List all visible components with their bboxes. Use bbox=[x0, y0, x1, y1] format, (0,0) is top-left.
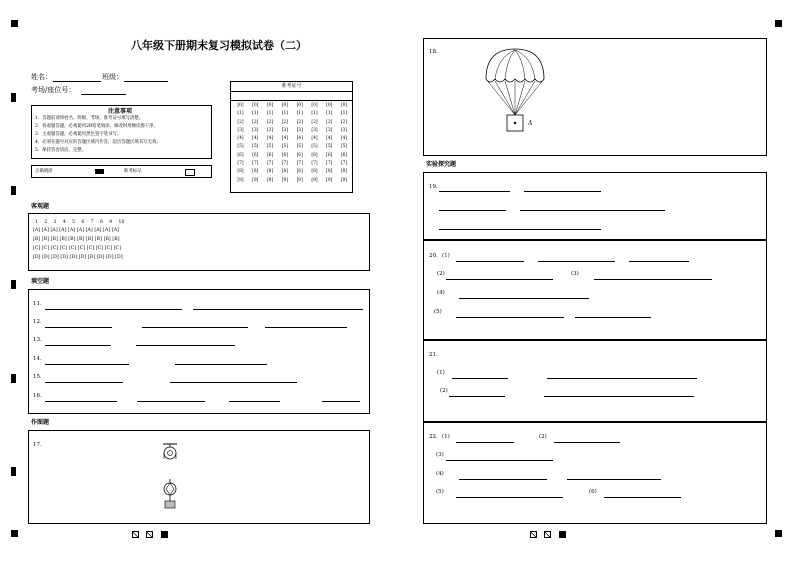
answer-line[interactable] bbox=[456, 317, 564, 318]
exam-id-bubble[interactable]: [3] bbox=[281, 127, 288, 133]
exam-id-bubble[interactable]: [4] bbox=[296, 136, 303, 142]
answer-line[interactable] bbox=[439, 229, 601, 230]
answer-line[interactable] bbox=[45, 364, 129, 365]
question-number: 19. bbox=[429, 184, 438, 190]
exam-id-bubble[interactable]: [4] bbox=[340, 136, 348, 142]
exam-id-bubble[interactable]: [5] bbox=[326, 144, 333, 150]
parachute-diagram bbox=[482, 47, 548, 135]
exam-id-column bbox=[235, 102, 246, 185]
name-label: 姓名： bbox=[31, 73, 52, 81]
exam-id-bubble[interactable]: [6] bbox=[281, 152, 288, 158]
timing-mark bbox=[11, 93, 16, 102]
answer-line[interactable] bbox=[520, 210, 665, 211]
answer-line[interactable] bbox=[439, 191, 510, 192]
answer-line[interactable] bbox=[170, 382, 297, 383]
exam-id-bubble[interactable]: [8] bbox=[266, 169, 274, 175]
answer-line[interactable] bbox=[229, 401, 280, 402]
page-mark-hatched bbox=[132, 531, 139, 538]
timing-mark bbox=[11, 186, 16, 195]
exam-id-bubble[interactable]: [9] bbox=[266, 177, 274, 183]
notice-item: 4．必须在题号对应的答题区域内作答，超出答题区域书写无效。 bbox=[35, 140, 161, 145]
class-label: 班级： bbox=[102, 73, 123, 81]
exam-id-bubble[interactable]: [9] bbox=[252, 177, 259, 183]
sub-question-number: (2) bbox=[539, 434, 547, 440]
page-mark-hatched bbox=[544, 531, 551, 538]
exam-id-bubble[interactable]: [5] bbox=[252, 144, 259, 150]
exam-id-bubble[interactable]: [7] bbox=[266, 161, 274, 167]
q19-answer-box bbox=[423, 172, 767, 240]
objective-answer-box bbox=[28, 213, 370, 271]
exam-id-bubble[interactable]: [8] bbox=[281, 169, 288, 175]
exam-id-bubble[interactable]: [0] bbox=[340, 103, 348, 108]
question-number: 12. bbox=[33, 319, 42, 325]
exam-id-bubble[interactable]: [2] bbox=[326, 119, 333, 125]
exam-id-column bbox=[279, 102, 290, 185]
sub-question-number: (1) bbox=[437, 370, 445, 376]
exam-id-bubble[interactable]: [2] bbox=[311, 119, 318, 125]
exam-id-bubble[interactable]: [0] bbox=[311, 103, 318, 108]
question-number: 20. bbox=[429, 253, 438, 259]
exam-id-bubble[interactable]: [2] bbox=[281, 119, 288, 125]
alignment-mark bbox=[775, 20, 782, 27]
exam-id-bubble[interactable]: [3] bbox=[340, 127, 348, 133]
objective-question-numbers: 1 2 3 4 5 6 7 8 9 10 bbox=[35, 220, 125, 225]
timing-mark bbox=[11, 467, 16, 476]
q20-answer-box bbox=[423, 240, 767, 340]
notice-box bbox=[31, 105, 212, 159]
exam-id-bubble[interactable]: [3] bbox=[326, 127, 333, 133]
q18-answer-box bbox=[423, 38, 767, 156]
point-a-label: A bbox=[528, 120, 533, 127]
answer-line[interactable] bbox=[193, 309, 363, 310]
exam-id-bubble[interactable]: [2] bbox=[252, 119, 259, 125]
exam-id-bubble[interactable]: [4] bbox=[281, 136, 288, 142]
correct-fill-label: 正确填涂 bbox=[35, 169, 53, 174]
exam-id-input-row[interactable] bbox=[231, 91, 352, 101]
exam-id-bubble[interactable]: [7] bbox=[326, 161, 333, 167]
sub-question-number: (6) bbox=[589, 489, 597, 495]
exam-id-bubble[interactable]: [4] bbox=[266, 136, 274, 142]
sub-question-number: (5) bbox=[436, 489, 444, 495]
exam-id-bubble[interactable]: [2] bbox=[296, 119, 303, 125]
exam-id-bubble[interactable]: [1] bbox=[296, 111, 303, 117]
exam-id-bubble[interactable]: [7] bbox=[252, 161, 259, 167]
exam-id-column bbox=[294, 102, 305, 185]
exam-id-bubble[interactable]: [2] bbox=[266, 119, 274, 125]
exam-id-bubble[interactable]: [9] bbox=[281, 177, 288, 183]
sub-question-number: (2) bbox=[440, 388, 448, 394]
exam-id-bubble[interactable]: [6] bbox=[296, 152, 303, 158]
exam-id-bubble[interactable]: [0] bbox=[281, 103, 288, 108]
exam-id-bubble[interactable]: [1] bbox=[311, 111, 318, 117]
notice-item: 3．主观题答题，必须使用黑色签字笔书写。 bbox=[35, 132, 122, 137]
exam-id-bubble[interactable]: [5] bbox=[281, 144, 288, 150]
page-mark-hatched bbox=[530, 531, 537, 538]
question-number: 14. bbox=[33, 356, 42, 362]
exam-id-bubble[interactable]: [3] bbox=[237, 127, 244, 133]
exam-id-bubble[interactable]: [1] bbox=[281, 111, 288, 117]
exam-id-bubble[interactable]: [9] bbox=[296, 177, 303, 183]
page-mark-solid bbox=[161, 531, 168, 538]
seat-field[interactable] bbox=[81, 94, 126, 95]
exam-id-bubble[interactable]: [9] bbox=[237, 177, 244, 183]
answer-line[interactable] bbox=[567, 479, 661, 480]
exam-id-bubble[interactable]: [0] bbox=[296, 103, 303, 108]
drawing-answer-box bbox=[28, 430, 370, 524]
exam-id-bubble[interactable]: [5] bbox=[266, 144, 274, 150]
answer-line[interactable] bbox=[554, 442, 620, 443]
answer-line[interactable] bbox=[456, 442, 514, 443]
exam-id-bubble[interactable]: [4] bbox=[237, 136, 244, 142]
answer-line[interactable] bbox=[175, 364, 267, 365]
notice-item: 1．答题前请将姓名、班级、考场、准考证号填写清楚。 bbox=[35, 116, 144, 121]
exam-id-bubble[interactable]: [3] bbox=[266, 127, 274, 133]
answer-line[interactable] bbox=[604, 497, 681, 498]
page-mark-hatched bbox=[146, 531, 153, 538]
sub-question-number: (2) bbox=[437, 271, 445, 277]
name-field[interactable] bbox=[53, 81, 101, 82]
timing-mark bbox=[11, 280, 16, 289]
exam-id-bubble[interactable]: [5] bbox=[296, 144, 303, 150]
answer-line[interactable] bbox=[594, 279, 712, 280]
exam-id-bubble[interactable]: [9] bbox=[340, 177, 348, 183]
exam-id-bubble[interactable]: [1] bbox=[237, 111, 244, 117]
exam-id-bubble[interactable]: [6] bbox=[237, 152, 244, 158]
exam-id-bubble[interactable]: [2] bbox=[237, 119, 244, 125]
exam-id-bubble[interactable]: [7] bbox=[296, 161, 303, 167]
correct-fill-sample bbox=[95, 169, 104, 174]
answer-line[interactable] bbox=[142, 327, 248, 328]
sub-question-number: (3) bbox=[571, 271, 579, 277]
answer-line[interactable] bbox=[456, 261, 524, 262]
sub-question-number: (1) bbox=[442, 434, 450, 440]
question-number: 13. bbox=[33, 337, 42, 343]
exam-id-bubble[interactable]: [1] bbox=[326, 111, 333, 117]
q21-answer-box bbox=[423, 340, 767, 422]
exam-id-grid bbox=[230, 81, 353, 193]
exam-id-bubble[interactable]: [8] bbox=[296, 169, 303, 175]
exam-id-bubble[interactable]: [5] bbox=[237, 144, 244, 150]
question-number: 22. bbox=[429, 434, 438, 440]
ceiling-pulley-diagram bbox=[159, 441, 181, 523]
exam-id-bubble[interactable]: [9] bbox=[326, 177, 333, 183]
exam-id-column bbox=[324, 102, 335, 185]
exam-id-bubble[interactable]: [2] bbox=[340, 119, 348, 125]
exam-id-column bbox=[265, 102, 276, 185]
question-number: 11. bbox=[33, 301, 42, 307]
class-field[interactable] bbox=[124, 81, 168, 82]
answer-line[interactable] bbox=[137, 401, 205, 402]
objective-options-b[interactable]: [B] [B] [B] [B] [B] [B] [B] [B] [B] [B] bbox=[33, 237, 120, 242]
answer-line[interactable] bbox=[45, 327, 112, 328]
exam-id-bubble[interactable]: [4] bbox=[252, 136, 259, 142]
exam-id-header: 准考证号 bbox=[231, 82, 352, 92]
sub-question-number: (1) bbox=[442, 253, 450, 259]
objective-section-label: 客观题 bbox=[31, 203, 50, 210]
exam-id-column bbox=[250, 102, 261, 185]
absent-mark-checkbox[interactable] bbox=[185, 169, 195, 176]
notice-title: 注意事项 bbox=[108, 108, 133, 115]
exam-id-bubbles bbox=[231, 102, 352, 192]
exam-id-bubble[interactable]: [6] bbox=[252, 152, 259, 158]
exam-id-bubble[interactable]: [8] bbox=[311, 169, 318, 175]
exam-id-bubble[interactable]: [7] bbox=[281, 161, 288, 167]
answer-line[interactable] bbox=[538, 261, 615, 262]
sub-question-number: (3) bbox=[436, 452, 444, 458]
exam-id-bubble[interactable]: [3] bbox=[296, 127, 303, 133]
answer-line[interactable] bbox=[45, 401, 117, 402]
answer-line[interactable] bbox=[456, 497, 563, 498]
exam-id-bubble[interactable]: [1] bbox=[266, 111, 274, 117]
exam-id-bubble[interactable]: [6] bbox=[340, 152, 348, 158]
question-number: 21. bbox=[429, 352, 438, 358]
exam-id-column bbox=[339, 102, 350, 185]
exam-id-bubble[interactable]: [6] bbox=[266, 152, 274, 158]
exam-id-bubble[interactable]: [7] bbox=[340, 161, 348, 167]
answer-line[interactable] bbox=[459, 479, 547, 480]
answer-line[interactable] bbox=[524, 191, 601, 192]
answer-line[interactable] bbox=[449, 396, 505, 397]
answer-line[interactable] bbox=[45, 309, 182, 310]
exam-id-bubble[interactable]: [9] bbox=[311, 177, 318, 183]
answer-line[interactable] bbox=[446, 460, 553, 461]
alignment-mark bbox=[11, 20, 18, 27]
exam-id-bubble[interactable]: [5] bbox=[340, 144, 348, 150]
answer-line[interactable] bbox=[136, 345, 235, 346]
question-number: 18. bbox=[429, 49, 438, 55]
exam-id-bubble[interactable]: [8] bbox=[340, 169, 348, 175]
notice-item: 2．客观题答题，必须使用2B铅笔填涂，修改时用橡皮擦干净。 bbox=[35, 124, 158, 129]
seat-label: 考场/座位号： bbox=[31, 86, 76, 94]
timing-mark bbox=[11, 374, 16, 383]
exam-id-bubble[interactable]: [5] bbox=[311, 144, 318, 150]
answer-line[interactable] bbox=[439, 210, 506, 211]
answer-line[interactable] bbox=[629, 261, 689, 262]
exam-id-bubble[interactable]: [0] bbox=[237, 103, 244, 108]
exam-id-bubble[interactable]: [4] bbox=[326, 136, 333, 142]
fill-legend bbox=[31, 165, 212, 178]
exam-id-bubble[interactable]: [6] bbox=[311, 152, 318, 158]
exam-id-bubble[interactable]: [0] bbox=[266, 103, 274, 108]
sub-question-number: (4) bbox=[437, 290, 445, 296]
answer-line[interactable] bbox=[575, 317, 651, 318]
answer-line[interactable] bbox=[452, 378, 508, 379]
question-number: 15. bbox=[33, 374, 42, 380]
sub-question-number: (4) bbox=[436, 471, 444, 477]
q22-answer-box bbox=[423, 422, 767, 524]
experiment-section-label: 实验探究题 bbox=[426, 161, 457, 168]
exam-id-bubble[interactable]: [7] bbox=[311, 161, 318, 167]
exam-id-bubble[interactable]: [3] bbox=[252, 127, 259, 133]
objective-options-c[interactable]: [C] [C] [C] [C] [C] [C] [C] [C] [C] [C] bbox=[33, 246, 122, 251]
answer-line[interactable] bbox=[544, 396, 694, 397]
exam-id-bubble[interactable]: [1] bbox=[252, 111, 259, 117]
question-number: 16. bbox=[33, 393, 42, 399]
answer-line[interactable] bbox=[547, 378, 697, 379]
exam-id-bubble[interactable]: [3] bbox=[311, 127, 318, 133]
absent-mark-label: 缺考标记 bbox=[124, 169, 142, 174]
objective-options-d[interactable]: [D] [D] [D] [D] [D] [D] [D] [D] [D] [D] bbox=[33, 255, 123, 260]
page-mark-solid bbox=[559, 531, 566, 538]
fill-blank-answer-box bbox=[28, 289, 370, 414]
answer-line[interactable] bbox=[45, 345, 111, 346]
alignment-mark bbox=[11, 530, 18, 537]
answer-line[interactable] bbox=[265, 327, 347, 328]
exam-id-bubble[interactable]: [8] bbox=[252, 169, 259, 175]
objective-options-a[interactable]: [A] [A] [A] [A] [A] [A] [A] [A] [A] [A] bbox=[33, 228, 120, 233]
exam-id-bubble[interactable]: [4] bbox=[311, 136, 318, 142]
exam-id-bubble[interactable]: [8] bbox=[237, 169, 244, 175]
drawing-section-label: 作图题 bbox=[31, 419, 50, 426]
exam-id-bubble[interactable]: [0] bbox=[252, 103, 259, 108]
answer-line[interactable] bbox=[322, 401, 360, 402]
answer-line[interactable] bbox=[459, 298, 589, 299]
sub-question-number: (5) bbox=[434, 309, 442, 315]
answer-line[interactable] bbox=[446, 279, 553, 280]
alignment-mark bbox=[775, 530, 782, 537]
exam-id-bubble[interactable]: [0] bbox=[326, 103, 333, 108]
exam-id-bubble[interactable]: [7] bbox=[237, 161, 244, 167]
exam-id-column bbox=[309, 102, 320, 185]
exam-id-bubble[interactable]: [6] bbox=[326, 152, 333, 158]
exam-id-bubble[interactable]: [8] bbox=[326, 169, 333, 175]
question-number: 17. bbox=[33, 442, 42, 448]
exam-id-bubble[interactable]: [1] bbox=[340, 111, 348, 117]
answer-line[interactable] bbox=[45, 382, 123, 383]
fill-blank-section-label: 填空题 bbox=[31, 278, 50, 285]
page-title: 八年级下册期末复习模拟试卷（二） bbox=[131, 39, 307, 52]
notice-item: 5．保持答卷清洁、完整。 bbox=[35, 148, 87, 153]
